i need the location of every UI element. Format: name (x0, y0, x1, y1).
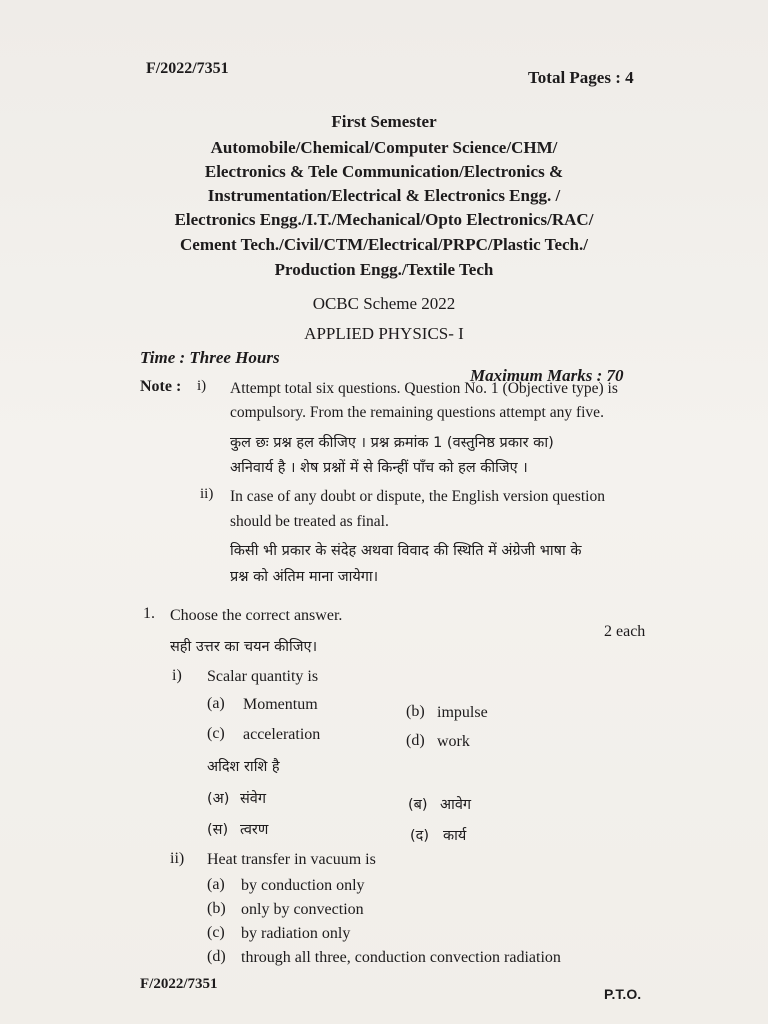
option-label-hi: (अ) (207, 791, 230, 807)
option-text: only by convection (241, 901, 364, 918)
paper-code: F/2022/7351 (146, 60, 229, 77)
note-en-line: compulsory. From the remaining questions attempt any five. (230, 404, 604, 421)
option-text-hi: आवेग (440, 797, 472, 813)
please-turn-over: P.T.O. (604, 986, 642, 1002)
subject-title: APPLIED PHYSICS- I (304, 324, 464, 343)
option-label-hi: (स) (207, 822, 229, 838)
option-text: by radiation only (241, 925, 351, 942)
option-label-hi: (ब) (408, 797, 428, 813)
branch-line: Production Engg./Textile Tech (274, 260, 494, 279)
branch-line: Instrumentation/Electrical & Electronics Engg. / (207, 186, 561, 205)
option-label: (a) (207, 695, 225, 712)
option-label: (b) (207, 900, 226, 917)
note-label: Note : (140, 378, 182, 395)
note-hi-line: किसी भी प्रकार के संदेह अथवा विवाद की स्थिति में अंग्रेजी भाषा के (230, 543, 582, 559)
subquestion-stem: Heat transfer in vacuum is (207, 851, 376, 868)
option-label: (c) (207, 924, 225, 941)
scheme: OCBC Scheme 2022 (312, 294, 456, 313)
option-label: (b) (406, 703, 425, 720)
footer-paper-code: F/2022/7351 (140, 976, 218, 992)
note-en-line: In case of any doubt or dispute, the English version question (230, 488, 605, 505)
time-allowed: Time : Three Hours (140, 348, 280, 367)
note-item-number: ii) (200, 486, 214, 502)
note-hi-line: अनिवार्य है । शेष प्रश्नों में से किन्हीं पाँच को हल कीजिए । (230, 460, 528, 476)
note-hi-line: प्रश्न को अंतिम माना जायेगा। (230, 569, 379, 585)
note-en-line: Attempt total six questions. Question No. 1 (Objective type) is (230, 380, 618, 397)
option-text: acceleration (243, 726, 321, 743)
question-number: 1. (143, 605, 155, 622)
option-label: (a) (207, 876, 225, 893)
subquestion-stem: Scalar quantity is (207, 668, 319, 685)
option-text: impulse (437, 704, 488, 721)
question-text-hi: सही उत्तर का चयन कीजिए। (170, 639, 318, 655)
branch-line: Cement Tech./Civil/CTM/Electrical/PRPC/Plastic Tech./ (180, 235, 588, 254)
option-text-hi: संवेग (240, 791, 267, 807)
option-label: (d) (207, 948, 226, 965)
subquestion-number: ii) (170, 850, 185, 867)
branch-line: Electronics & Tele Communication/Electronics & (204, 162, 564, 181)
semester-title: First Semester (331, 112, 437, 131)
option-text-hi: कार्य (443, 828, 467, 844)
option-text: work (437, 733, 470, 750)
option-text: Momentum (243, 696, 318, 713)
subquestion-number: i) (172, 667, 182, 684)
total-pages: Total Pages : 4 (528, 68, 634, 87)
option-label: (c) (207, 725, 225, 742)
option-label: (d) (406, 732, 425, 749)
question-marks: 2 each (604, 623, 646, 640)
branch-line: Electronics Engg./I.T./Mechanical/Opto Electronics/RAC/ (174, 210, 594, 229)
subquestion-stem-hi: अदिश राशि है (207, 759, 280, 775)
question-text: Choose the correct answer. (170, 607, 343, 624)
option-text: by conduction only (241, 877, 365, 894)
maximum-marks: Maximum Marks : 70 (470, 366, 624, 385)
option-text: through all three, conduction convection radiation (241, 949, 561, 966)
option-text-hi: त्वरण (240, 822, 269, 838)
note-hi-line: कुल छः प्रश्न हल कीजिए । प्रश्न क्रमांक 1 (वस्तुनिष्ठ प्रकार का) (230, 435, 554, 451)
branch-line: Automobile/Chemical/Computer Science/CHM/ (210, 138, 558, 157)
note-item-number: i) (197, 378, 207, 394)
option-label-hi: (द) (410, 828, 430, 844)
note-en-line: should be treated as final. (230, 513, 389, 530)
